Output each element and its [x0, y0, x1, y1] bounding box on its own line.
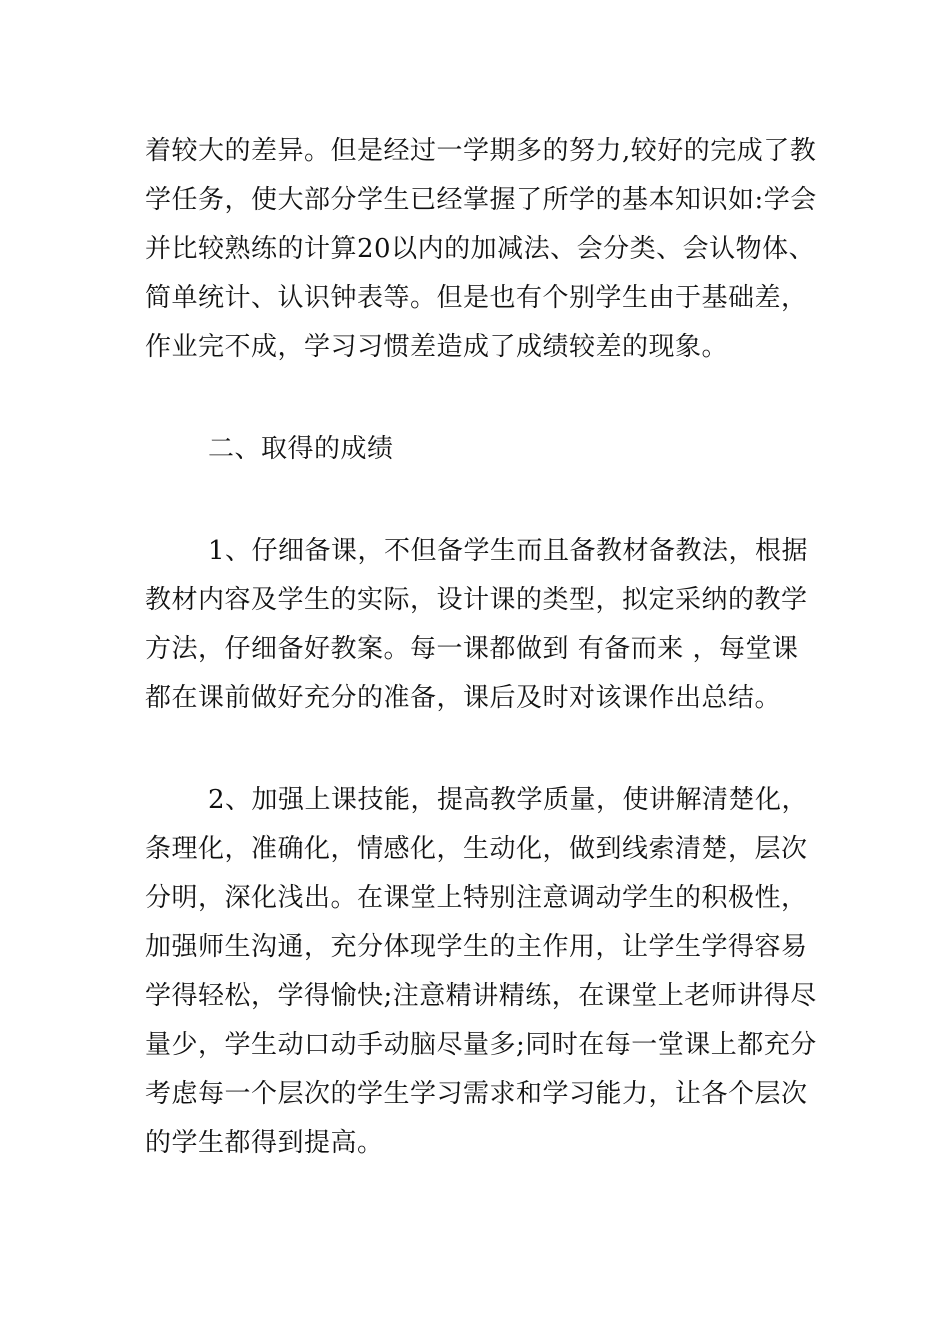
paragraph-3-line-2: 条理化，准确化，情感化，生动化，做到线索清楚，层次 [145, 834, 808, 864]
paragraph-2-line-3: 方法，仔细备好教案。每一课都做到 有备而来 ，每堂课 [145, 634, 799, 664]
paragraph-3-line-3: 分明，深化浅出。在课堂上特别注意调动学生的积极性， [145, 883, 808, 913]
paragraph-2-line-4: 都在课前做好充分的准备，课后及时对该课作出总结。 [145, 683, 782, 713]
section-heading: 二、取得的成绩 [208, 434, 394, 464]
paragraph-1-line-5: 作业完不成，学习习惯差造成了成绩较差的现象。 [145, 332, 729, 362]
paragraph-3-line-7: 考虑每一个层次的学生学习需求和学习能力，让各个层次 [145, 1079, 808, 1109]
paragraph-1-line-1: 着较大的差异。但是经过一学期多的努力,较好的完成了教 [145, 136, 817, 166]
paragraph-2-line-2: 教材内容及学生的实际，设计课的类型，拟定采纳的教学 [145, 585, 808, 615]
paragraph-1-line-4: 简单统计、认识钟表等。但是也有个别学生由于基础差， [145, 283, 808, 313]
paragraph-3-line-1: 2、加强上课技能，提高教学质量，使讲解清楚化， [208, 785, 809, 815]
paragraph-3-line-6: 量少，学生动口动手动脑尽量多;同时在每一堂课上都充分 [145, 1030, 817, 1060]
paragraph-3-line-4: 加强师生沟通，充分体现学生的主作用，让学生学得容易 [145, 932, 808, 962]
paragraph-2-line-1: 1、仔细备课，不但备学生而且备教材备教法，根据 [208, 536, 809, 566]
paragraph-3-line-8: 的学生都得到提高。 [145, 1128, 384, 1158]
paragraph-3-line-5: 学得轻松，学得愉快;注意精讲精练，在课堂上老师讲得尽 [145, 981, 817, 1011]
paragraph-1-line-2: 学任务，使大部分学生已经掌握了所学的基本知识如:学会 [145, 185, 817, 215]
paragraph-1-line-3: 并比较熟练的计算20以内的加减法、会分类、会认物体、 [145, 234, 816, 264]
